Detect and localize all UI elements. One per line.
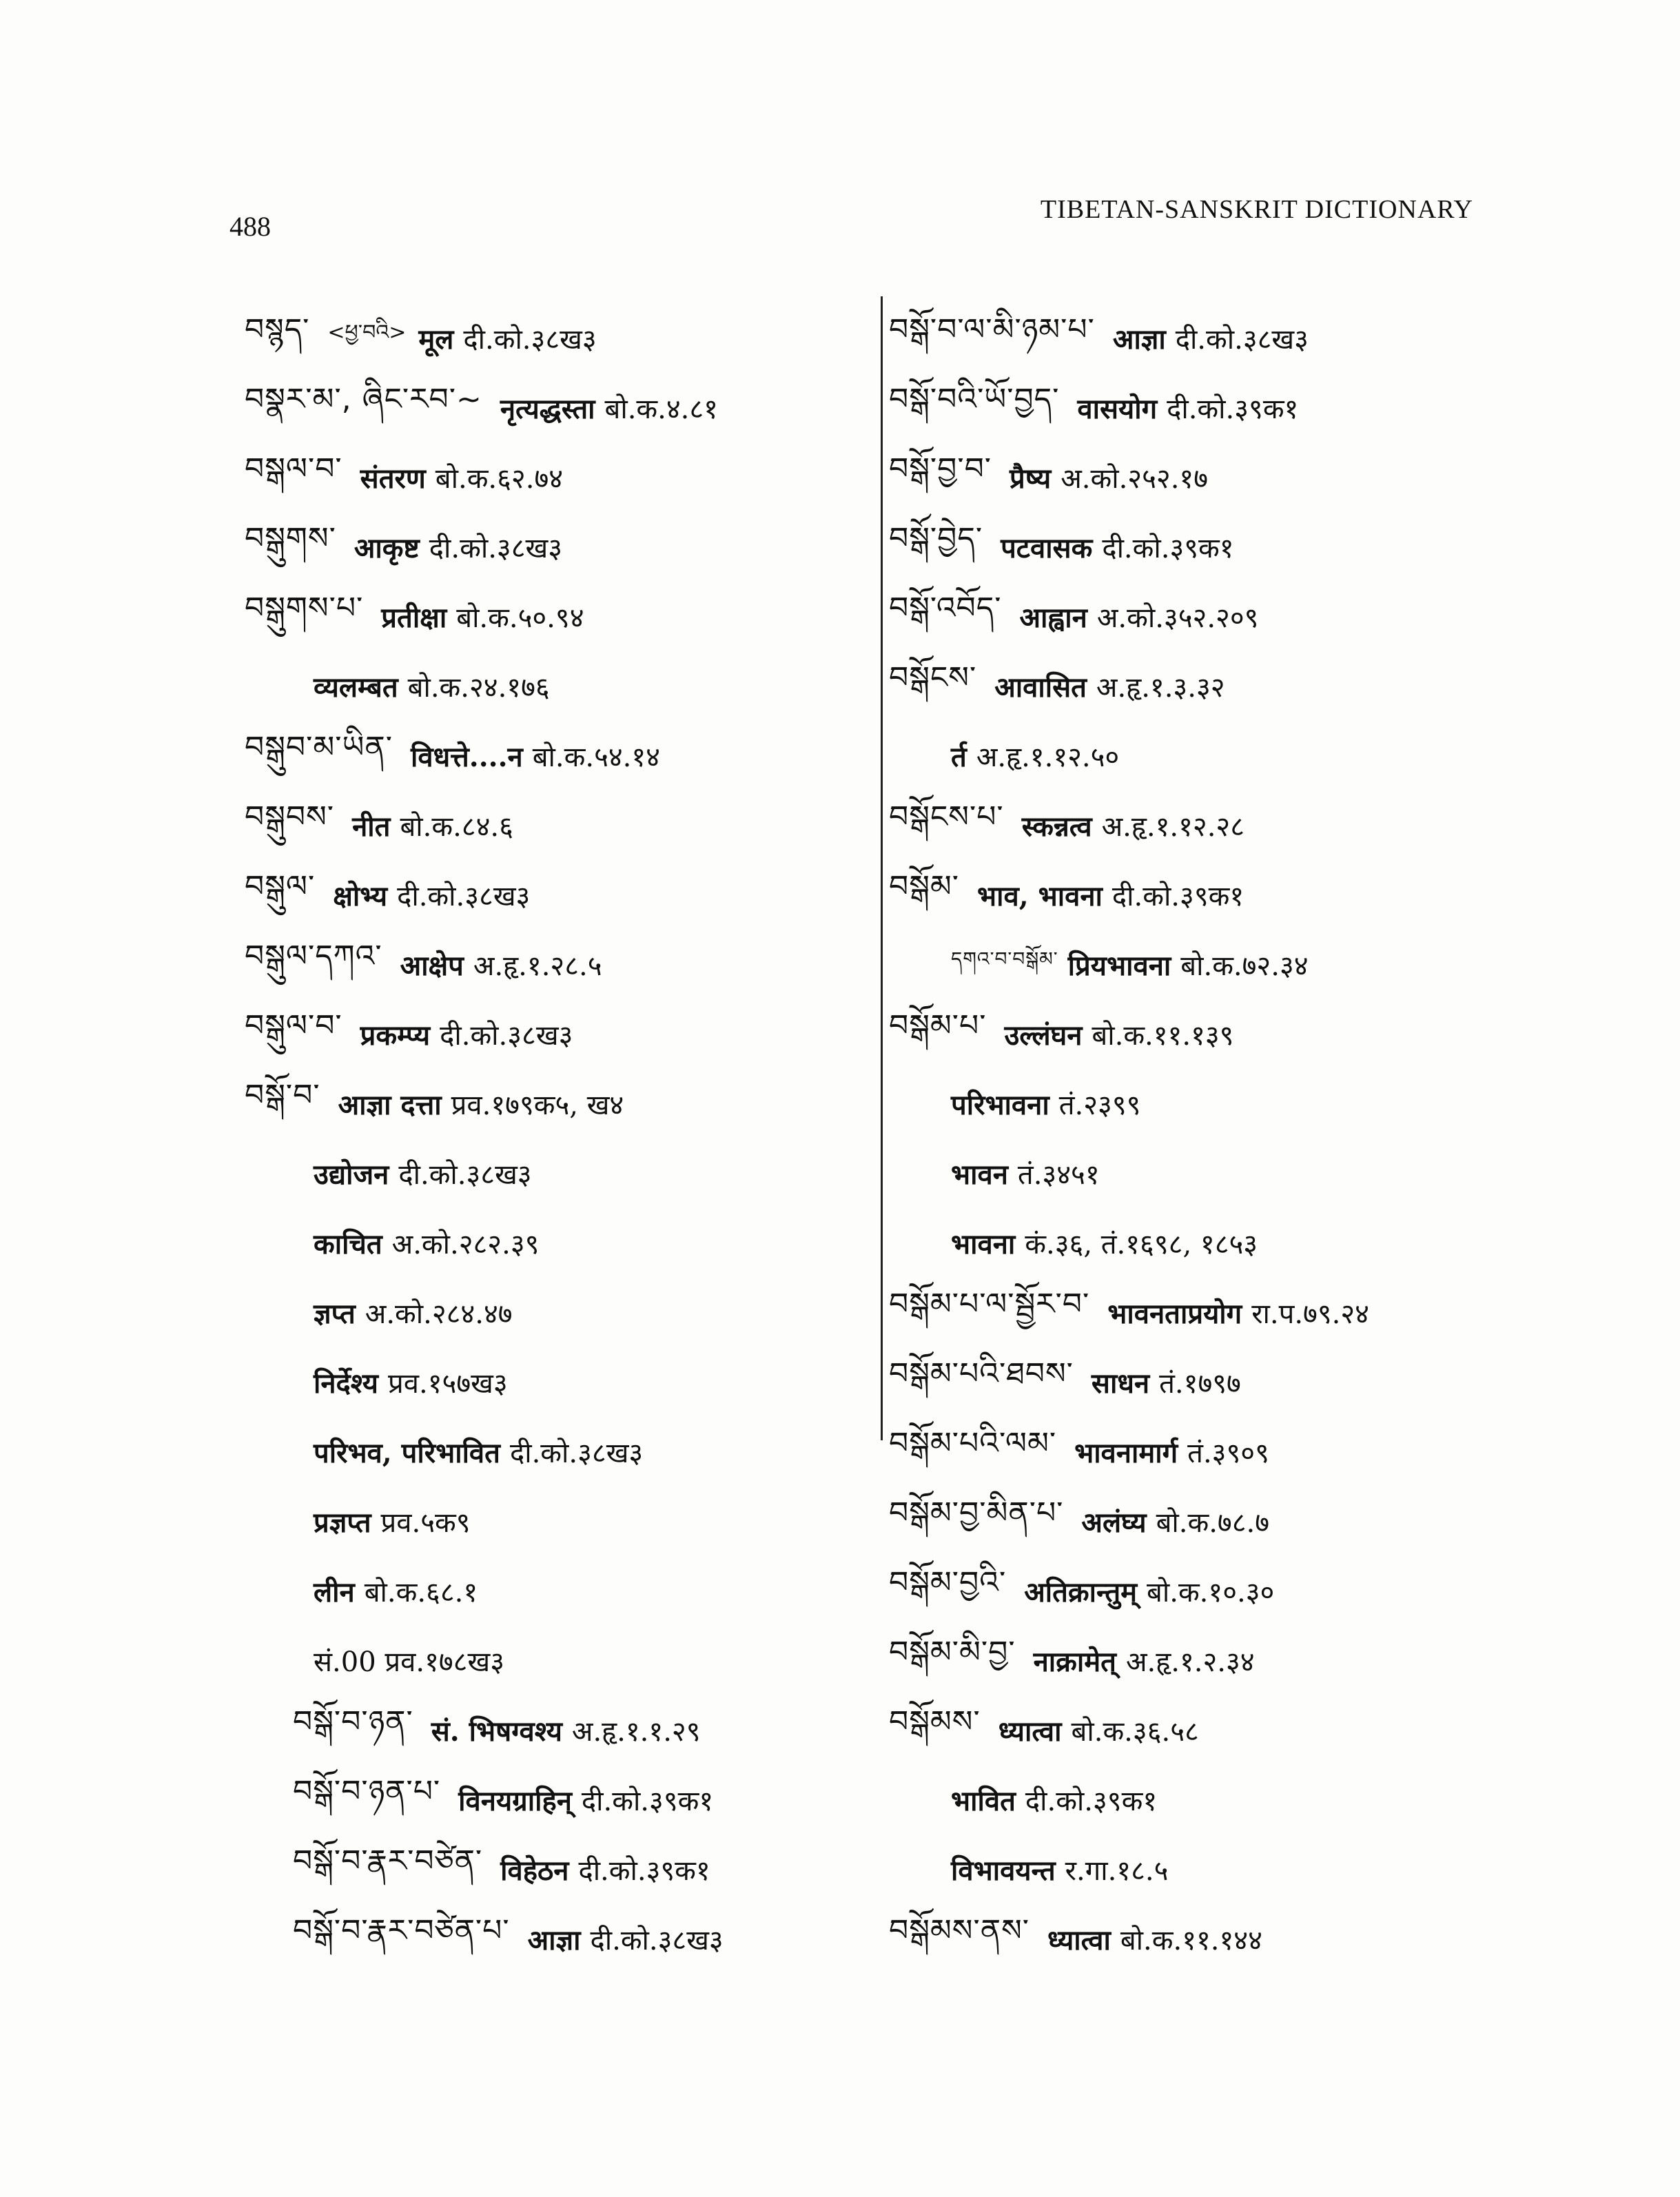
dictionary-entry — [245, 1208, 851, 1278]
source-reference: अ.हृ.१.२.३४ — [1125, 1646, 1255, 1678]
dictionary-entry — [245, 999, 851, 1069]
tibetan-headword: བསྒུབ་མ་ཡིན་ — [245, 729, 393, 765]
dictionary-entry — [245, 790, 851, 860]
tibetan-headword: བསྒོམ་མི་བྱ་ — [889, 1634, 1016, 1670]
dictionary-entry — [875, 582, 1509, 651]
source-reference: अ.हृ.१.३.३२ — [1096, 672, 1225, 704]
sanskrit-equivalent: नृत्यद्धस्ता — [500, 393, 595, 425]
dictionary-entry — [875, 1278, 1509, 1347]
source-reference: प्रव.५क९ — [380, 1507, 471, 1539]
sanskrit-equivalent: विनयग्राहिन् — [458, 1785, 572, 1817]
source-reference: अ.हृ.१.१.२९ — [571, 1716, 701, 1748]
sanskrit-equivalent: स्कन्नत्व — [1021, 810, 1092, 843]
tibetan-headword: བསྒུལ་དཀའ་ — [245, 938, 382, 974]
tibetan-headword: བསྒོངས་ — [889, 660, 977, 695]
sanskrit-equivalent: संतरण — [360, 462, 426, 495]
sanskrit-equivalent: नाक्रामेत् — [1033, 1646, 1116, 1678]
source-reference: अ.को.२८४.४७ — [365, 1298, 513, 1330]
source-reference: दी.को.३८ख३ — [509, 1438, 644, 1469]
dictionary-entry — [245, 1069, 851, 1138]
dictionary-entry — [245, 1486, 851, 1556]
source-reference: बो.क.७८.७ — [1156, 1507, 1270, 1539]
tibetan-headword: བསྒོ་བ་ལ་མི་ཉམ་པ་ — [889, 311, 1095, 347]
dictionary-entry — [875, 1069, 1509, 1138]
source-reference: बो.क.५४.१४ — [532, 742, 660, 773]
source-reference: अ.हृ.१.१२.५० — [976, 742, 1120, 773]
sanskrit-equivalent: मूल — [418, 323, 454, 356]
tibetan-headword: བསྒོ་བ་རྣར་བཙེན་ — [293, 1843, 483, 1879]
sanskrit-equivalent: आह्वान — [1019, 602, 1087, 634]
dictionary-entry — [875, 1138, 1509, 1208]
tibetan-headword: བསྙད་ — [245, 311, 310, 347]
tibetan-headword: བསྒོམ་པ་ལ་སྦྱོར་བ་ — [889, 1286, 1090, 1322]
sanskrit-equivalent: वासयोग — [1077, 393, 1158, 425]
sanskrit-equivalent: परिभावना — [951, 1089, 1049, 1121]
tibetan-headword: བསྒོམ་ — [889, 868, 960, 904]
tibetan-headword: བསྒོ་འབོད་ — [889, 590, 1002, 626]
source-reference: बो.क.८४.६ — [400, 811, 513, 843]
dictionary-entry — [245, 860, 851, 930]
source-reference: दी.को.३९क१ — [1167, 394, 1299, 425]
right-column — [875, 303, 1509, 1974]
source-reference: तं.१७९७ — [1159, 1368, 1241, 1400]
dictionary-entry — [245, 1904, 851, 1974]
source-reference: बो.क.११.१३९ — [1092, 1020, 1234, 1052]
dictionary-entry — [875, 1626, 1509, 1695]
sanskrit-equivalent: प्रकम्प्य — [360, 1019, 431, 1052]
tibetan-headword: བསྒོམ་བྱ་མིན་པ་ — [889, 1495, 1064, 1531]
dictionary-entry — [875, 930, 1509, 999]
source-reference: बो.क.६८.१ — [364, 1577, 478, 1608]
sanskrit-equivalent: आज्ञा — [1112, 323, 1166, 356]
dictionary-entry — [245, 1765, 851, 1835]
source-reference: अ.को.२८२.३९ — [391, 1229, 540, 1260]
tibetan-headword: བསྒོ་བྱེད་ — [889, 520, 983, 556]
tibetan-headword: བསྒོམས་ནས་ — [889, 1912, 1030, 1948]
source-reference: दी.को.३८ख३ — [590, 1925, 724, 1956]
tibetan-headword: བསྒུགས་པ་ — [245, 590, 364, 626]
source-reference: दी.को.३९क१ — [1102, 533, 1234, 564]
sanskrit-equivalent: लीन — [314, 1576, 355, 1608]
source-reference: बो.क.१०.३० — [1147, 1577, 1275, 1608]
tibetan-headword: བསྒོམ་པ་ — [889, 1008, 987, 1043]
source-reference: अ.को.२५२.१७ — [1061, 463, 1209, 495]
page-number: 488 — [229, 211, 271, 242]
sanskrit-equivalent: आकृष्ट — [354, 532, 420, 564]
sanskrit-equivalent: आज्ञा दत्ता — [338, 1089, 442, 1121]
tibetan-headword: བསྣར་མ་, ཞིང་རབ་~ — [245, 381, 482, 417]
sanskrit-equivalent: पटवासक — [1001, 532, 1093, 564]
sanskrit-equivalent: प्रतीक्षा — [381, 602, 447, 634]
sanskrit-equivalent: क्षोभ्य — [333, 880, 388, 912]
dictionary-entry — [245, 1278, 851, 1347]
source-reference: दी.को.३९क१ — [581, 1786, 714, 1817]
sanskrit-equivalent: सं. भिषग्वश्य — [431, 1715, 562, 1748]
dictionary-entry — [875, 1486, 1509, 1556]
sanskrit-equivalent: प्रियभावना — [1067, 950, 1171, 982]
source-reference: दी.को.३९क१ — [1025, 1786, 1158, 1817]
source-reference: दी.को.३९क१ — [578, 1855, 710, 1887]
sanskrit-equivalent: प्रज्ञप्त — [314, 1506, 371, 1539]
sanskrit-equivalent: अतिक्रान्तुम् — [1024, 1576, 1138, 1608]
dictionary-entry — [875, 442, 1509, 512]
running-head: TIBETAN-SANSKRIT DICTIONARY — [1040, 195, 1473, 224]
dictionary-entry — [875, 1695, 1509, 1765]
dictionary-entry — [245, 1417, 851, 1486]
dictionary-entry — [875, 999, 1509, 1069]
source-reference: बो.क.४.८१ — [604, 394, 718, 425]
tibetan-headword: བསྒོམས་ — [889, 1704, 981, 1739]
sanskrit-equivalent: उद्योजन — [314, 1158, 389, 1191]
source-reference: सं.00 प्रव.१७८ख३ — [314, 1646, 505, 1678]
source-reference: प्रव.१७९क५, ख४ — [451, 1090, 624, 1121]
dictionary-entry — [875, 1417, 1509, 1486]
source-reference: दी.को.३८ख३ — [398, 1159, 532, 1191]
sanskrit-equivalent: आज्ञा — [527, 1924, 581, 1956]
dictionary-entry — [245, 1347, 851, 1417]
tibetan-headword: བསྒོངས་པ་ — [889, 799, 1004, 835]
dictionary-entry — [245, 930, 851, 999]
tibetan-headword: བསྒོམ་པའི་ཐབས་ — [889, 1356, 1074, 1391]
sanskrit-equivalent: आक्षेप — [400, 950, 464, 982]
dictionary-entry — [245, 442, 851, 512]
dictionary-entry — [875, 721, 1509, 790]
tibetan-headword: བསྒལ་བ་ — [245, 451, 342, 487]
dictionary-entry — [245, 582, 851, 651]
sanskrit-equivalent: आवासित — [994, 671, 1087, 704]
source-reference: अ.हृ.१.२८.५ — [473, 950, 602, 982]
dictionary-entry — [875, 1904, 1509, 1974]
sanskrit-equivalent: भाव, भावना — [977, 880, 1103, 912]
dictionary-entry — [245, 373, 851, 442]
dictionary-entry — [875, 1835, 1509, 1904]
dictionary-entry — [875, 373, 1509, 442]
source-reference: कं.३६, तं.१६९८, १८५३ — [1025, 1229, 1258, 1260]
sanskrit-equivalent: भावनामार्ग — [1074, 1437, 1178, 1469]
source-reference: अ.हृ.१.१२.२८ — [1101, 811, 1245, 843]
dictionary-entry — [245, 1556, 851, 1626]
dictionary-entry — [245, 651, 851, 721]
dictionary-entry — [245, 1695, 851, 1765]
sanskrit-equivalent: ध्यात्वा — [998, 1715, 1062, 1748]
tibetan-headword: བསྒོ་བ་ — [245, 1077, 320, 1113]
sanskrit-equivalent: भावित — [951, 1785, 1016, 1817]
sanskrit-equivalent: विधत्ते....न — [410, 741, 523, 773]
tibetan-headword: བསྒོ་བ་རྣར་བཙེན་པ་ — [293, 1912, 510, 1948]
source-reference: रा.प.७९.२४ — [1251, 1298, 1369, 1330]
sanskrit-equivalent: निर्देश्य — [314, 1367, 378, 1400]
sanskrit-equivalent: र्त — [951, 741, 967, 773]
sanskrit-equivalent: नीत — [352, 810, 391, 843]
source-reference: बो.क.११.१४४ — [1120, 1925, 1262, 1956]
source-reference: दी.को.३८ख३ — [397, 881, 531, 912]
left-column — [245, 303, 851, 1974]
dictionary-entry — [875, 790, 1509, 860]
dictionary-entry — [875, 512, 1509, 582]
dictionary-entry — [245, 1835, 851, 1904]
tibetan-headword: བསྒོ་བའི་ཡོ་བྱད་ — [889, 381, 1060, 417]
dictionary-entry — [875, 1765, 1509, 1835]
sanskrit-equivalent: भावनताप्रयोग — [1107, 1298, 1242, 1330]
tibetan-headword: བསྒུལ་བ་ — [245, 1008, 342, 1043]
source-reference: र.गा.१८.५ — [1065, 1855, 1169, 1887]
source-reference: दी.को.३८ख३ — [463, 324, 597, 356]
entry-note: <ཕྱ་བའི> — [327, 320, 407, 345]
tibetan-headword: བསྒུགས་ — [245, 520, 336, 556]
source-reference: तं.२३९९ — [1058, 1090, 1141, 1121]
dictionary-entry — [875, 1347, 1509, 1417]
source-reference: तं.३४५१ — [1017, 1159, 1100, 1191]
sanskrit-equivalent: व्यलम्बत — [314, 671, 398, 704]
source-reference: बो.क.७२.३४ — [1180, 950, 1309, 982]
source-reference: दी.को.३८ख३ — [1175, 324, 1309, 356]
sanskrit-equivalent: साधन — [1091, 1367, 1150, 1400]
dictionary-entry — [245, 303, 851, 373]
tibetan-headword: བསྒོ་བ་ཉན་ — [293, 1704, 413, 1739]
source-reference: प्रव.१५७ख३ — [388, 1368, 508, 1400]
source-reference: अ.को.३५२.२०९ — [1096, 602, 1259, 634]
sanskrit-equivalent: उल्लंघन — [1004, 1019, 1083, 1052]
dictionary-entry — [245, 512, 851, 582]
dictionary-entry — [245, 1626, 851, 1695]
source-reference: दी.को.३८ख३ — [440, 1020, 573, 1052]
dictionary-entry — [245, 1138, 851, 1208]
sanskrit-equivalent: प्रैष्य — [1010, 462, 1052, 495]
source-reference: बो.क.२४.१७६ — [407, 672, 550, 704]
sanskrit-equivalent: विहेठन — [500, 1854, 569, 1887]
sanskrit-equivalent: भावना — [951, 1228, 1016, 1260]
tibetan-headword: བསྒོམ་པའི་ལམ་ — [889, 1425, 1057, 1461]
source-reference: बो.क.६२.७४ — [435, 463, 564, 495]
sanskrit-equivalent: विभावयन्त — [951, 1854, 1056, 1887]
sanskrit-equivalent: काचित — [314, 1228, 382, 1260]
dictionary-entry — [245, 721, 851, 790]
sanskrit-equivalent: भावन — [951, 1158, 1008, 1191]
source-reference: दी.को.३९क१ — [1112, 881, 1244, 912]
sanskrit-equivalent: ज्ञप्त — [314, 1298, 356, 1330]
sanskrit-equivalent: परिभव, परिभावित — [314, 1437, 500, 1469]
tibetan-headword: བསྒུབས་ — [245, 799, 335, 835]
tibetan-headword: དགའ་བ་བསྒོམ་ — [951, 948, 1058, 970]
tibetan-headword: བསྒོ་བ་ཉན་པ་ — [293, 1773, 441, 1809]
dictionary-entry — [875, 860, 1509, 930]
source-reference: दी.को.३८ख३ — [429, 533, 563, 564]
dictionary-entry — [875, 303, 1509, 373]
dictionary-entry — [875, 651, 1509, 721]
sanskrit-equivalent: ध्यात्वा — [1047, 1924, 1111, 1956]
source-reference: तं.३९०९ — [1187, 1438, 1269, 1469]
tibetan-headword: བསྒུལ་ — [245, 868, 316, 904]
source-reference: बो.क.३६.५८ — [1071, 1716, 1199, 1748]
dictionary-entry — [875, 1208, 1509, 1278]
tibetan-headword: བསྒོམ་བྱའི་ — [889, 1564, 1007, 1600]
source-reference: बो.क.५०.९४ — [456, 602, 584, 634]
sanskrit-equivalent: अलंघ्य — [1081, 1506, 1147, 1539]
dictionary-entry — [875, 1556, 1509, 1626]
tibetan-headword: བསྒོ་བྱ་བ་ — [889, 451, 992, 487]
